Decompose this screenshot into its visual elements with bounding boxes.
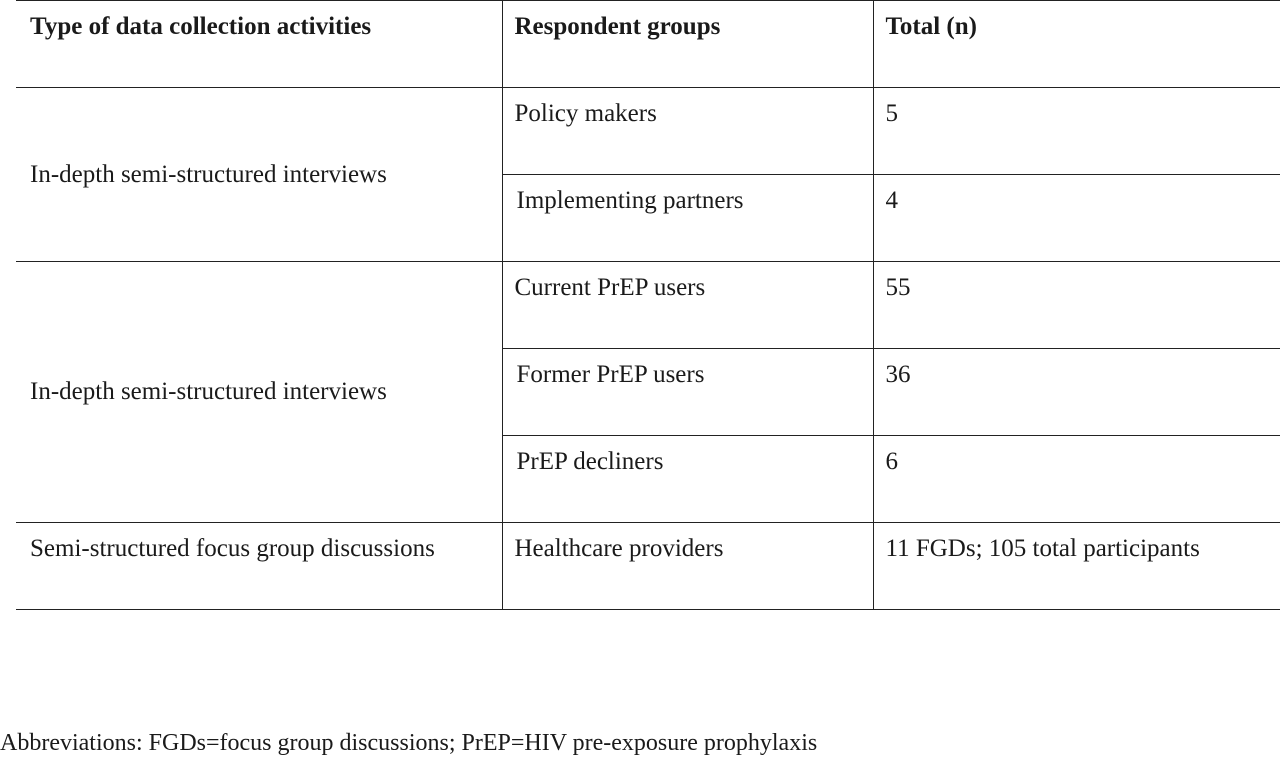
total-cell: 55	[873, 262, 1280, 349]
respondent-cell: Current PrEP users	[502, 262, 873, 349]
header-row	[16, 1, 1280, 88]
activity-cell: In-depth semi-structured interviews	[16, 88, 502, 262]
total-cell: 4	[873, 175, 1280, 262]
data-collection-table	[16, 0, 1280, 610]
table-row	[16, 523, 1280, 610]
table-row	[16, 88, 1280, 175]
respondent-cell: Implementing partners	[502, 175, 873, 262]
respondent-cell: Former PrEP users	[502, 349, 873, 436]
header-activity-type: Type of data collection activities	[16, 1, 502, 88]
table-row	[16, 262, 1280, 349]
respondent-cell: Healthcare providers	[502, 523, 873, 610]
activity-cell: Semi-structured focus group discussions	[16, 523, 502, 610]
total-cell: 6	[873, 436, 1280, 523]
header-respondent-groups: Respondent groups	[502, 1, 873, 88]
abbreviations-footnote: Abbreviations: FGDs=focus group discussions; PrEP=HIV pre-exposure prophylaxis	[0, 730, 818, 756]
respondent-cell: PrEP decliners	[502, 436, 873, 523]
total-cell: 5	[873, 88, 1280, 175]
activity-cell: In-depth semi-structured interviews	[16, 262, 502, 523]
total-cell: 36	[873, 349, 1280, 436]
total-cell: 11 FGDs; 105 total participants	[873, 523, 1280, 610]
header-total: Total (n)	[873, 1, 1280, 88]
respondent-cell: Policy makers	[502, 88, 873, 175]
